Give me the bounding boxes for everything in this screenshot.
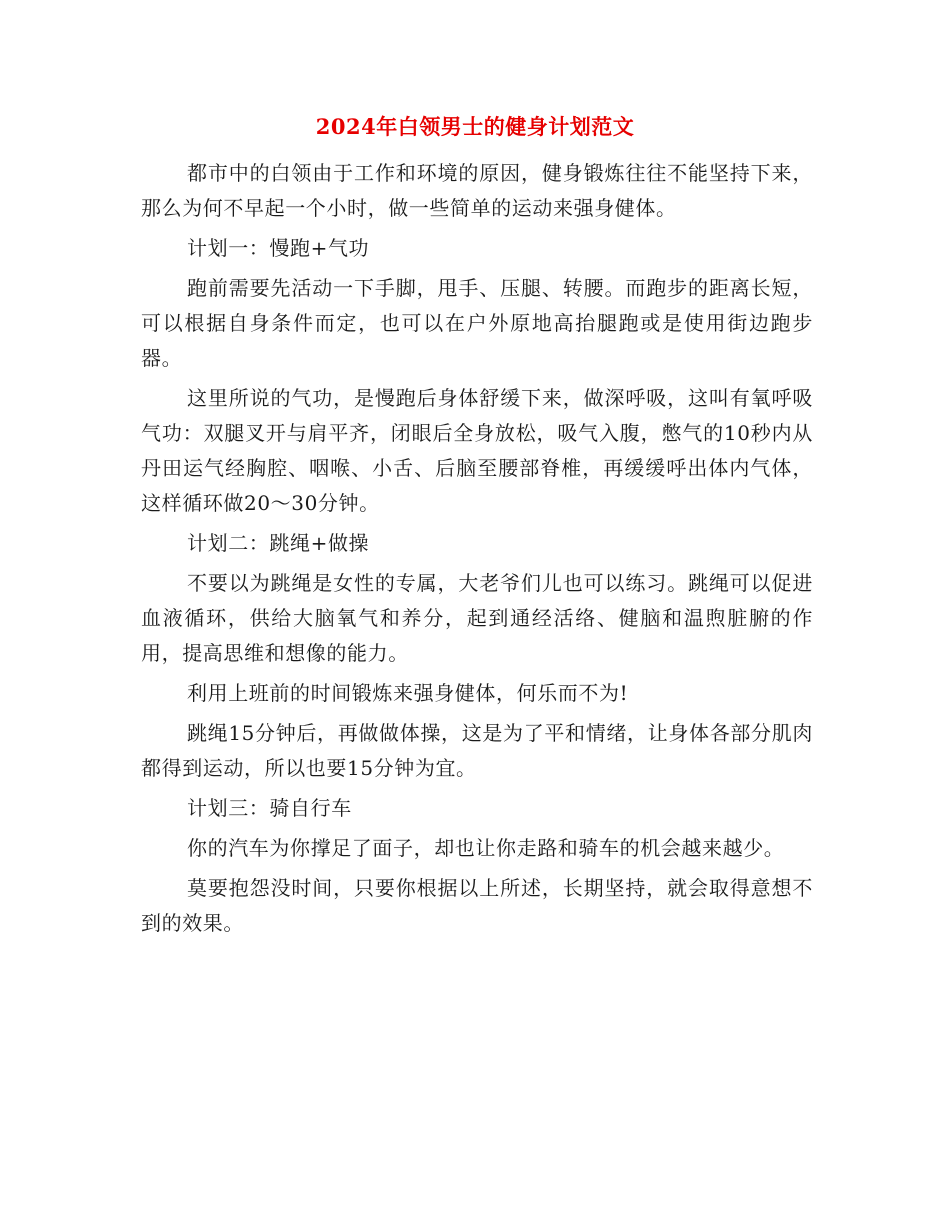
- paragraph-conclusion: 莫要抱怨没时间，只要你根据以上所述，长期坚持，就会取得意想不到的效果。: [141, 876, 813, 935]
- paragraph-plan-two-morning: 利用上班前的时间锻炼来强身健体，何乐而不为!: [187, 681, 629, 705]
- document-body: [141, 156, 813, 946]
- paragraph-plan-two-rope: 不要以为跳绳是女性的专属，大老爷们儿也可以练习。跳绳可以促进血液循环，供给大脑氧气和养分，起到通经活络、健脑和温煦脏腑的作用，提高思维和想像的能力。: [141, 571, 813, 665]
- paragraph-plan-three-bike: 你的汽车为你撑足了面子，却也让你走路和骑车的机会越来越少。: [187, 836, 785, 860]
- heading-plan-two: 计划二：跳绳+做操: [187, 531, 370, 555]
- paragraph-intro: 都市中的白领由于工作和环境的原因，健身锻炼往往不能坚持下来，那么为何不早起一个小时，做一些简单的运动来强身健体。: [141, 161, 813, 220]
- heading-plan-three: 计划三：骑自行车: [187, 796, 352, 820]
- paragraph-plan-two-exercise: 跳绳15分钟后，再做做体操，这是为了平和情绪，让身体各部分肌肉都得到运动，所以也要15分钟为宜。: [141, 721, 813, 780]
- document-title: 2024年白领男士的健身计划范文: [315, 114, 635, 139]
- paragraph-plan-one-qigong: 这里所说的气功，是慢跑后身体舒缓下来，做深呼吸，这叫有氧呼吸气功：双腿叉开与肩平齐，闭眼后全身放松，吸气入腹，憋气的10秒内从丹田运气经胸腔、咽喉、小舌、后脑至腰部脊椎，再缓缓呼出体内气体，这样循环做20～30分钟。: [141, 386, 813, 515]
- paragraph-plan-one-jogging: 跑前需要先活动一下手脚，甩手、压腿、转腰。而跑步的距离长短，可以根据自身条件而定，也可以在户外原地高抬腿跑或是使用街边跑步器。: [141, 276, 813, 370]
- heading-plan-one: 计划一：慢跑+气功: [187, 236, 370, 260]
